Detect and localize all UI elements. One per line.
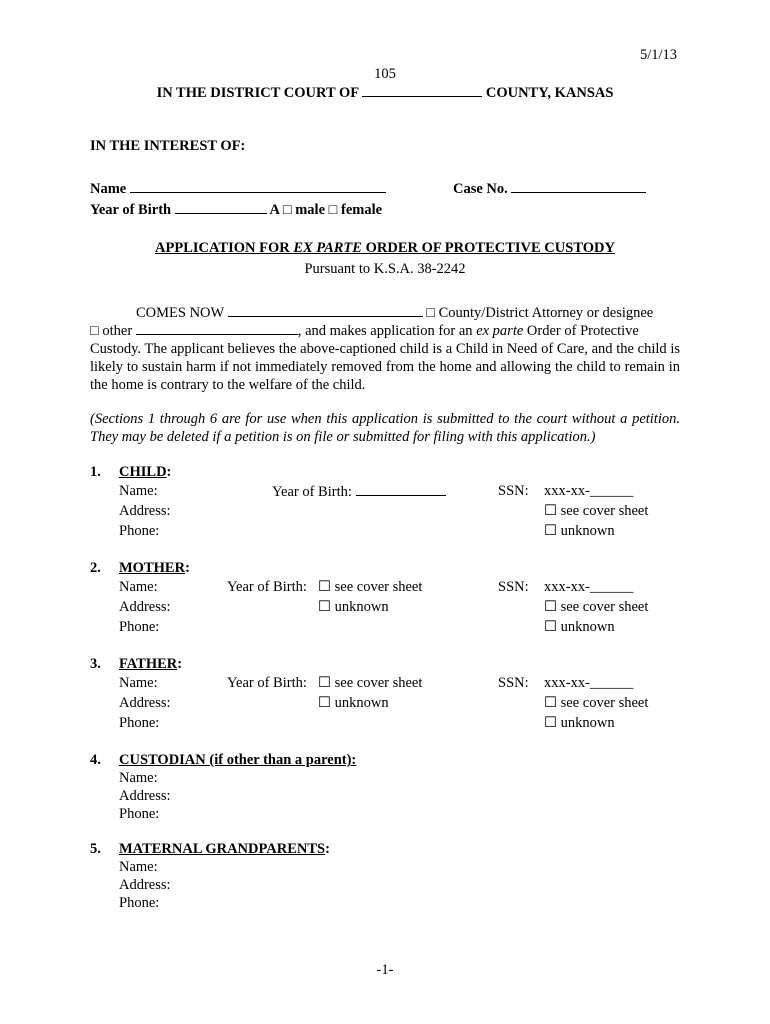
section-3-number: 3. <box>90 656 101 672</box>
name-blank[interactable] <box>130 180 386 193</box>
court-heading <box>0 84 770 102</box>
county-blank[interactable] <box>362 84 482 97</box>
application-paragraph: Custody. The applicant believes the above-captioned child is a Child in Need of Care, and the child is likely to sustain harm if not immediately removed from the home and allowing the child to remain in the home is contrary to the welfare of the child. <box>90 341 680 393</box>
father-yob-see-cover-checkbox[interactable]: ☐ see cover sheet <box>318 675 423 691</box>
section-4-title: CUSTODIAN (if other than a parent): <box>119 752 357 768</box>
application-subtitle: Pursuant to K.S.A. 38-2242 <box>304 261 466 277</box>
applicant-blank[interactable] <box>228 304 423 317</box>
case-blank[interactable] <box>511 180 646 193</box>
mother-ssn-unknown-checkbox[interactable]: ☐ unknown <box>544 619 615 635</box>
mother-yob-unknown-checkbox[interactable]: ☐ unknown <box>318 599 389 615</box>
custodian-address-label: Address: <box>119 788 171 804</box>
form-date: 5/1/13 <box>640 47 678 63</box>
title-italic: EX PARTE <box>293 240 362 256</box>
line2-mid: , and makes application for an <box>297 323 473 339</box>
section-2-title: MOTHER: <box>119 560 190 576</box>
section-3-title: FATHER: <box>119 656 183 672</box>
other-blank[interactable] <box>136 322 298 335</box>
case-row <box>453 180 646 198</box>
child-phone-label: Phone: <box>119 523 160 539</box>
form-number: 105 <box>374 66 396 82</box>
child-yob-label: Year of Birth: <box>272 484 352 500</box>
page-number: -1- <box>376 962 394 978</box>
other-line <box>90 322 639 340</box>
child-ssn-value[interactable]: xxx-xx-______ <box>544 483 634 499</box>
yob-row <box>90 201 382 219</box>
child-ssn-label: SSN: <box>498 483 529 499</box>
custodian-name-label: Name: <box>119 770 158 786</box>
mother-name-label: Name: <box>119 579 158 595</box>
name-row <box>90 180 386 198</box>
comes-now-label: COMES NOW <box>136 305 224 321</box>
case-label: Case No. <box>453 181 508 197</box>
court-line-suffix: COUNTY, KANSAS <box>485 85 614 101</box>
interest-heading: IN THE INTEREST OF: <box>90 138 246 154</box>
county-attorney-option[interactable]: □ County/District Attorney or designee <box>426 305 654 321</box>
section-1-number: 1. <box>90 464 101 480</box>
mother-address-label: Address: <box>119 599 171 615</box>
father-ssn-label: SSN: <box>498 675 529 691</box>
child-name-label: Name: <box>119 483 158 499</box>
custodian-phone-label: Phone: <box>119 806 160 822</box>
section-5-title: MATERNAL GRANDPARENTS: <box>119 841 330 857</box>
child-see-cover-checkbox[interactable]: ☐ see cover sheet <box>544 503 649 519</box>
name-label: Name <box>90 181 127 197</box>
line2-end: Order of Protective <box>526 323 639 339</box>
application-title <box>0 240 770 257</box>
comes-now-line <box>136 304 653 322</box>
gender-options[interactable]: A □ male □ female <box>269 202 383 218</box>
mother-ssn-label: SSN: <box>498 579 529 595</box>
yob-label: Year of Birth <box>90 202 172 218</box>
father-phone-label: Phone: <box>119 715 160 731</box>
father-ssn-value[interactable]: xxx-xx-______ <box>544 675 634 691</box>
mother-yob-see-cover-checkbox[interactable]: ☐ see cover sheet <box>318 579 423 595</box>
father-yob-unknown-checkbox[interactable]: ☐ unknown <box>318 695 389 711</box>
other-option[interactable]: □ other <box>90 323 133 339</box>
child-unknown-checkbox[interactable]: ☐ unknown <box>544 523 615 539</box>
grandparents-name-label: Name: <box>119 859 158 875</box>
section-4-number: 4. <box>90 752 101 768</box>
grandparents-phone-label: Phone: <box>119 895 160 911</box>
mother-ssn-value[interactable]: xxx-xx-______ <box>544 579 634 595</box>
child-yob <box>272 483 446 501</box>
child-yob-blank[interactable] <box>356 483 446 496</box>
title-suffix: ORDER OF PROTECTIVE CUSTODY <box>361 240 615 256</box>
mother-yob-label: Year of Birth: <box>227 579 307 595</box>
court-line-prefix: IN THE DISTRICT COURT OF <box>156 85 359 101</box>
child-address-label: Address: <box>119 503 171 519</box>
section-5-number: 5. <box>90 841 101 857</box>
sections-note: (Sections 1 through 6 are for use when this application is submitted to the court without a petition. They may be deleted if a petition is on file or submitted for filing with this application.) <box>90 411 680 445</box>
mother-phone-label: Phone: <box>119 619 160 635</box>
ex-parte-text: ex parte <box>476 323 524 339</box>
mother-ssn-see-cover-checkbox[interactable]: ☐ see cover sheet <box>544 599 649 615</box>
yob-blank[interactable] <box>175 201 267 214</box>
title-prefix: APPLICATION FOR <box>155 240 294 256</box>
father-yob-label: Year of Birth: <box>227 675 307 691</box>
grandparents-address-label: Address: <box>119 877 171 893</box>
father-address-label: Address: <box>119 695 171 711</box>
father-name-label: Name: <box>119 675 158 691</box>
father-ssn-see-cover-checkbox[interactable]: ☐ see cover sheet <box>544 695 649 711</box>
father-ssn-unknown-checkbox[interactable]: ☐ unknown <box>544 715 615 731</box>
section-2-number: 2. <box>90 560 101 576</box>
section-1-title: CHILD: <box>119 464 172 480</box>
